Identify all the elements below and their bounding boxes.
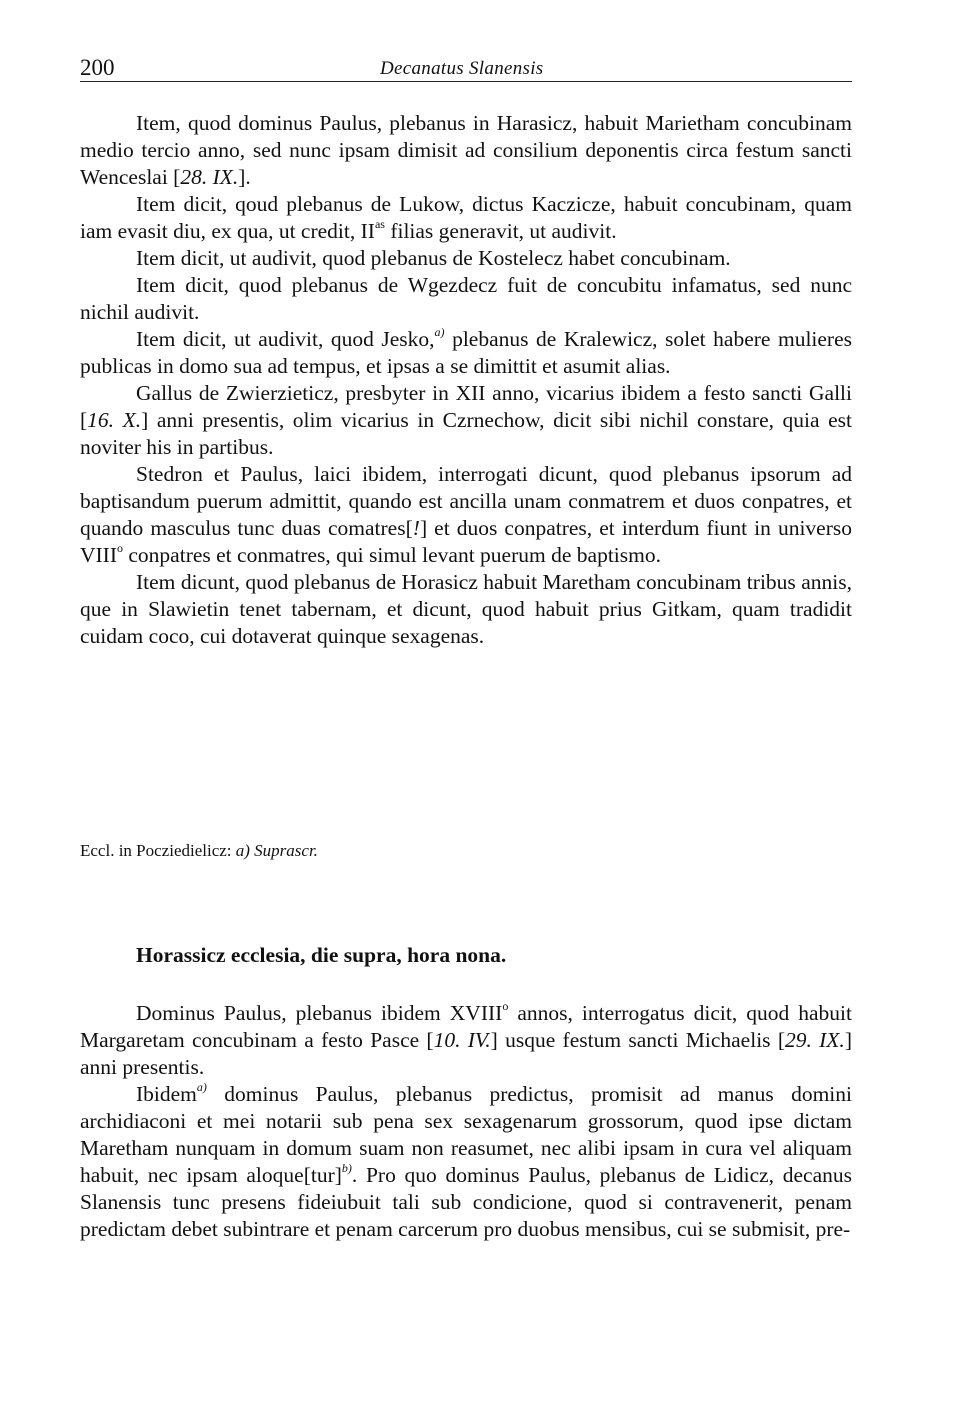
paragraph: Item dicit, ut audivit, quod plebanus de Kostelecz habet concubinam. <box>136 246 731 270</box>
footnote: Eccl. in Pocziedielicz: a) Suprascr. <box>80 841 318 860</box>
horassicz-entries <box>80 1000 852 1243</box>
footnote-marker: a) <box>434 324 445 339</box>
visitation-entries <box>80 110 852 650</box>
paragraph: Dominus Paulus, plebanus ibidem XVIII$^o$ annos, interrogatus dicit, quod habuit Margaretam concubinam a festo Pasce [10. IV.] usque festum sancti Michaelis [29. IX.] anni presentis. <box>80 998 852 1079</box>
paragraph: Item dicit, quod plebanus de Wgezdecz fuit de concubitu infamatus, sed nunc nichil audivit. <box>80 273 852 324</box>
page-header <box>80 54 852 84</box>
superscript: as <box>374 216 385 231</box>
paragraph: Item dicunt, quod plebanus de Horasicz habuit Maretham concubinam tribus annis, que in Slawietin tenet tabernam, et dicunt, quod habuit prius Gitkam, quam tradidit cuidam coco, cui dotaverat quinque sexagenas. <box>80 570 852 648</box>
paragraph: Stedron et Paulus, laici ibidem, interrogati dicunt, quod plebanus ipsorum ad baptisandum puerum admittit, quando est ancilla unam conmatrem et duos conpatres, et quando masculus tunc duas comatres[!] et duos conpatres, et interdum fiunt in universo VIII$^o$ conpatres et conmatres, qui simul levant puerum de baptismo. <box>80 462 853 567</box>
superscript: o <box>502 998 509 1013</box>
running-title: Decanatus Slanensis <box>380 58 544 79</box>
superscript: o <box>117 540 124 555</box>
paragraph: Item dicit, ut audivit, quod Jesko,$^{a)}$ plebanus de Kralewicz, solet habere mulieres publicas in domo sua ad tempus, et ipsas a se dimittit et asumit alias. <box>80 324 852 378</box>
header-rule <box>80 81 852 82</box>
footnote-marker: a) <box>196 1079 207 1094</box>
paragraph: Item dicit, qoud plebanus de Lukow, dictus Kaczicze, habuit concubinam, quam iam evasit diu, ex qua, ut credit, $II^{as}$ filias generavit, ut audivit. <box>80 192 852 243</box>
footnote-marker: b) <box>341 1160 352 1175</box>
paragraph: Ibidem$^{a)}$ dominus Paulus, plebanus predictus, promisit ad manus domini archidiaconi et mei notarii sub pena sex sexagenarum grossorum, quod ipse dictam Maretham nunquam in domum suam non reasumet, nec alibi ipsam in cura vel aliquam habuit, nec ipsam aloque[tur]$^{b)}$. Pro quo dominus Paulus, plebanus de Lidicz, decanus Slanensis tunc presens fideiubuit tali sub condicione, quod si contravenerit, penam predictam debet subintrare et penam carcerum pro duobus mensibus, cui se submisit, pre- <box>80 1079 852 1241</box>
section-heading: Horassicz ecclesia, die supra, hora nona. <box>136 943 507 967</box>
page-number: 200 <box>80 55 115 80</box>
paragraph: Gallus de Zwierzieticz, presbyter in XII anno, vicarius ibidem a festo sancti Galli [16. X.] anni presentis, olim vicarius in Czrnechow, dicit sibi nichil constare, quia est noviter his in partibus. <box>80 381 852 459</box>
paragraph: Item, quod dominus Paulus, plebanus in Harasicz, habuit Marietham concubinam medio tercio anno, sed nunc ipsam dimisit ad consilium deponentis circa festum sancti Wenceslai [28. IX.]. <box>80 111 852 189</box>
